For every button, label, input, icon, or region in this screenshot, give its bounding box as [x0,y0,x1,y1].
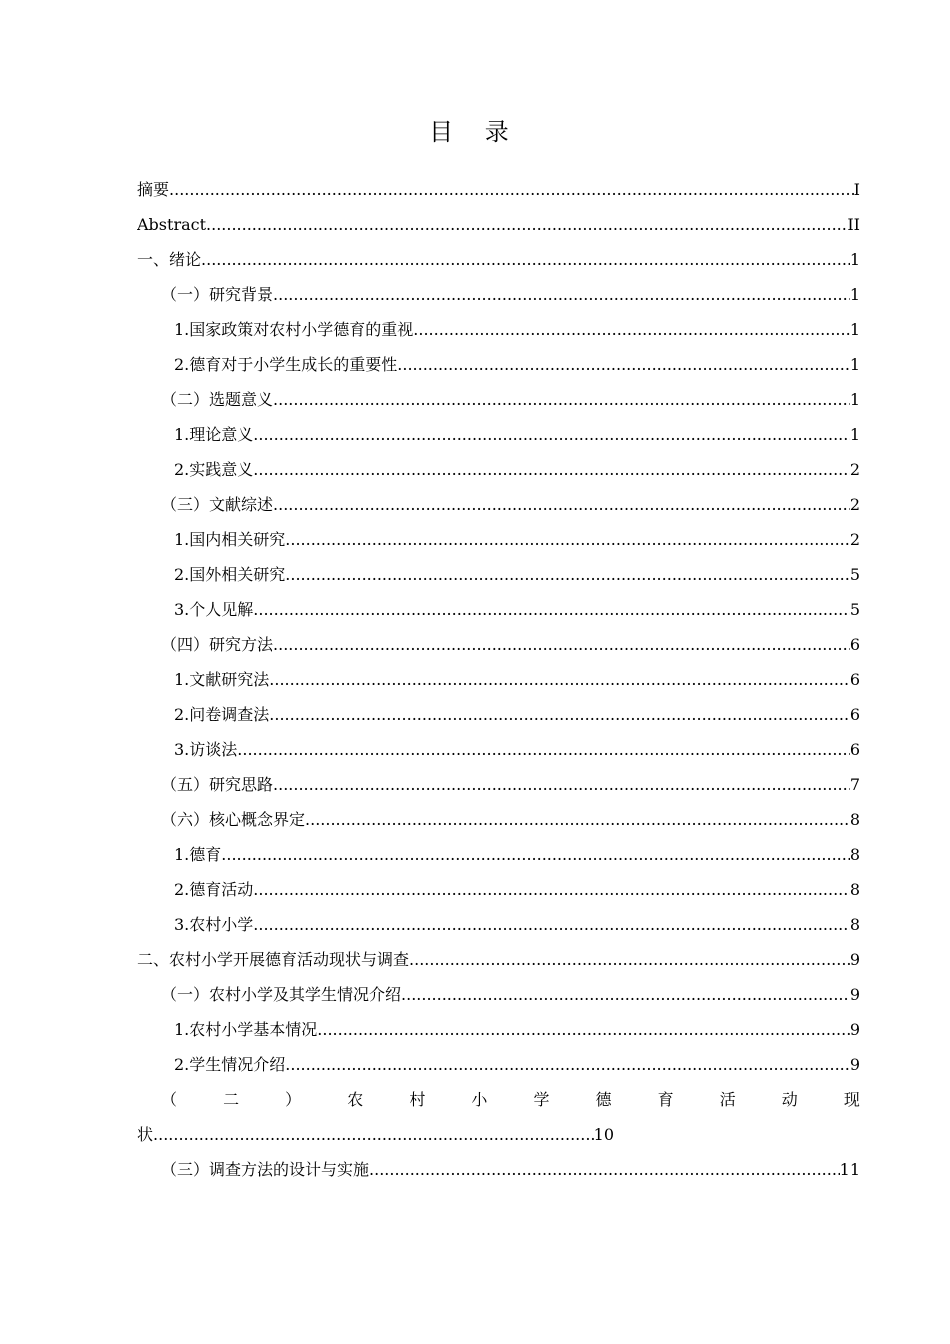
toc-entry[interactable] [137,977,860,1012]
toc-page-number: 11 [839,1160,860,1179]
toc-leader-dots [273,487,850,522]
toc-entry-char: 农 [347,1090,364,1109]
toc-leader-dots [169,172,854,207]
toc-entry-char: 小 [471,1090,488,1109]
toc-entry-char: 活 [719,1090,736,1109]
toc-entry[interactable] [137,697,860,732]
toc-entry-title: （一）农村小学及其学生情况介绍 [161,985,402,1004]
toc-entry-char: 现 [843,1090,860,1109]
toc-page-number: 1 [849,355,860,374]
toc-page-number: 10 [593,1125,614,1144]
toc-entry[interactable] [137,417,860,452]
toc-entry[interactable] [137,522,860,557]
toc-page-number: 1 [849,425,860,444]
toc-leader-dots [273,627,850,662]
toc-page-number: 2 [849,495,860,514]
toc-entry-title: 3.个人见解 [174,600,254,619]
toc-entry-wrapped[interactable] [137,1082,860,1152]
toc-page-number: 1 [849,390,860,409]
toc-entry-title-line2 [137,1117,614,1152]
toc-leader-dots [285,1047,850,1082]
toc-entry-title: （六）核心概念界定 [161,810,306,829]
toc-leader-dots [201,242,850,277]
toc-entry-title: 状 [137,1125,154,1144]
toc-entry-title: 2.实践意义 [174,460,254,479]
toc-leader-dots [253,452,850,487]
toc-page-number: 9 [849,950,860,969]
toc-entry[interactable] [137,732,860,767]
toc-entry-title: （五）研究思路 [161,775,274,794]
toc-entry[interactable] [137,487,860,522]
toc-entry[interactable] [137,592,860,627]
toc-page-number: 5 [849,565,860,584]
toc-entry-title: （一）研究背景 [161,285,274,304]
toc-entry-char: 二 [223,1090,240,1109]
toc-entry-title: 1.农村小学基本情况 [174,1020,318,1039]
toc-entry-title: 摘要 [137,180,170,199]
toc-leader-dots [317,1012,850,1047]
toc-entry[interactable] [137,767,860,802]
toc-page-number: 9 [849,985,860,1004]
toc-entry-title: （三）调查方法的设计与实施 [161,1160,370,1179]
toc-leader-dots [285,557,850,592]
toc-entry[interactable] [137,627,860,662]
toc-leader-dots [369,1152,840,1187]
toc-entry-char: 学 [533,1090,550,1109]
toc-entry[interactable] [137,942,860,977]
toc-entry-char: 德 [595,1090,612,1109]
toc-entry-title-line1 [161,1082,860,1117]
toc-leader-dots [409,942,850,977]
toc-entry-title: 1.理论意义 [174,425,254,444]
toc-entry-char: ） [285,1090,302,1109]
toc-entry-title: 1.德育 [174,845,222,864]
toc-entry-title: 1.国内相关研究 [174,530,286,549]
toc-leader-dots [273,767,850,802]
toc-entry-title: 2.国外相关研究 [174,565,286,584]
toc-entry-char: 育 [657,1090,674,1109]
toc-entry[interactable] [137,907,860,942]
toc-entry[interactable] [137,802,860,837]
toc-page-number: 6 [849,705,860,724]
toc-leader-dots [305,802,850,837]
toc-leader-dots [269,662,850,697]
toc-leader-dots [253,872,850,907]
toc-leader-dots [206,207,847,242]
toc-entry[interactable] [137,1152,860,1187]
toc-entry[interactable] [137,207,860,242]
toc-entry-title: （四）研究方法 [161,635,274,654]
toc-entry[interactable] [137,382,860,417]
toc-entry-char: 村 [409,1090,426,1109]
toc-page-number: II [847,215,860,234]
toc-entry[interactable] [137,662,860,697]
toc-leader-dots [397,347,850,382]
toc-entry-title: 2.德育活动 [174,880,254,899]
toc-leader-dots [253,417,850,452]
toc-entry[interactable] [137,347,860,382]
toc-leader-dots [413,312,850,347]
toc-entry-title: （二）选题意义 [161,390,274,409]
toc-list [137,172,860,1187]
toc-page-number: 8 [849,810,860,829]
toc-entry[interactable] [137,1047,860,1082]
toc-page-number: 2 [849,530,860,549]
toc-leader-dots [273,382,850,417]
toc-entry[interactable] [137,312,860,347]
toc-page-number: 1 [849,285,860,304]
toc-page-number: 9 [849,1055,860,1074]
toc-entry-title: Abstract [137,215,207,234]
toc-leader-dots [273,277,850,312]
toc-page-number: 6 [849,740,860,759]
toc-leader-dots [285,522,850,557]
toc-page-number: I [853,180,860,199]
toc-entry[interactable] [137,837,860,872]
toc-entry-title: 3.农村小学 [174,915,254,934]
toc-entry-char: 动 [781,1090,798,1109]
toc-entry[interactable] [137,242,860,277]
toc-entry-title: 2.问卷调查法 [174,705,270,724]
toc-entry-title: 二、农村小学开展德育活动现状与调查 [137,950,410,969]
toc-page-number: 8 [849,845,860,864]
toc-leader-dots [269,697,850,732]
toc-leader-dots [401,977,850,1012]
toc-entry[interactable] [137,277,860,312]
toc-leader-dots [221,837,850,872]
toc-page-number: 6 [849,635,860,654]
toc-page-number: 1 [849,320,860,339]
toc-page-number: 6 [849,670,860,689]
toc-leader-dots [237,732,850,767]
page-title: 目 录 [429,118,521,146]
toc-entry-title: 1.文献研究法 [174,670,270,689]
toc-page-number: 7 [849,775,860,794]
toc-page-number: 2 [849,460,860,479]
toc-leader-dots [153,1117,594,1152]
toc-entry[interactable] [137,557,860,592]
toc-entry[interactable] [137,1012,860,1047]
toc-page-number: 1 [849,250,860,269]
toc-entry-title: 一、绪论 [137,250,202,269]
toc-entry-title: 1.国家政策对农村小学德育的重视 [174,320,414,339]
toc-page-number: 8 [849,880,860,899]
toc-page-number: 9 [849,1020,860,1039]
toc-leader-dots [253,592,850,627]
toc-entry-title: 2.德育对于小学生成长的重要性 [174,355,398,374]
toc-entry[interactable] [137,452,860,487]
toc-entry-char: （ [161,1090,178,1109]
toc-entry-title: （三）文献综述 [161,495,274,514]
toc-entry-title: 2.学生情况介绍 [174,1055,286,1074]
toc-page-number: 8 [849,915,860,934]
toc-entry[interactable] [137,872,860,907]
toc-page-number: 5 [849,600,860,619]
toc-entry[interactable] [137,172,860,207]
toc-entry-title: 3.访谈法 [174,740,238,759]
toc-leader-dots [253,907,850,942]
